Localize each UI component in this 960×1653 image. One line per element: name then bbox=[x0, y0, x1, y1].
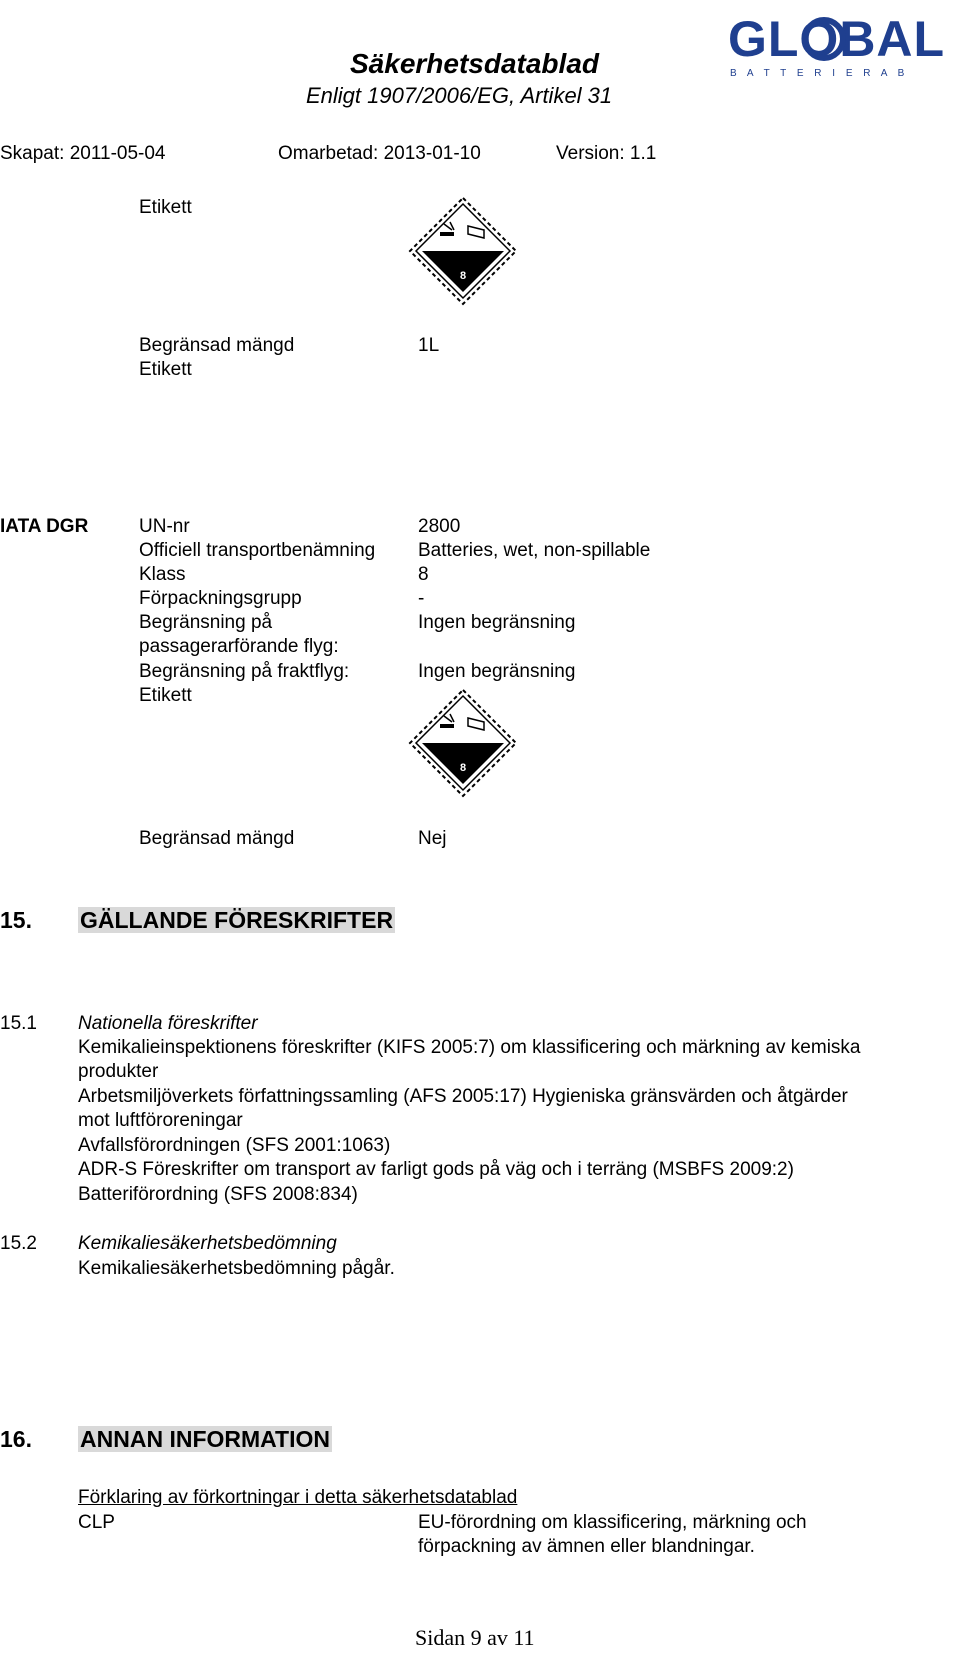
regulation-line: ADR-S Föreskrifter om transport av farligt gods på väg och i terräng (MSBFS 2009:2) bbox=[78, 1159, 794, 1180]
iata-row-label: UN-nr bbox=[139, 516, 190, 537]
subsection-title: Nationella föreskrifter bbox=[78, 1013, 258, 1034]
placard-class-number: 8 bbox=[459, 270, 467, 282]
section-number: 15. bbox=[0, 907, 32, 933]
placard-class-number: 8 bbox=[459, 762, 467, 774]
version-label: Version: 1.1 bbox=[556, 143, 657, 164]
iata-row-value: 2800 bbox=[418, 516, 461, 537]
label-etikett: Etikett bbox=[139, 359, 192, 380]
abbreviation-definition: EU-förordning om klassificering, märkning och bbox=[418, 1512, 807, 1533]
iata-row-value: 8 bbox=[418, 564, 429, 585]
logo-text: GLOBAL bbox=[728, 11, 946, 67]
iata-row-label: Förpackningsgrupp bbox=[139, 588, 302, 609]
document-subtitle: Enligt 1907/2006/EG, Artikel 31 bbox=[306, 83, 613, 108]
limited-quantity-label: Begränsad mängd bbox=[139, 335, 295, 356]
iata-row-value: - bbox=[418, 588, 425, 609]
abbreviation-definition-cont: förpackning av ämnen eller blandningar. bbox=[418, 1536, 755, 1557]
iata-row-label: Begränsning på fraktflyg: bbox=[139, 661, 350, 682]
global-batterier-logo bbox=[728, 6, 954, 78]
abbreviations-heading: Förklaring av förkortningar i detta säkerhetsdatablad bbox=[78, 1487, 518, 1508]
iata-row-value: Batteries, wet, non-spillable bbox=[418, 540, 651, 561]
iata-row-value: Ingen begränsning bbox=[418, 612, 576, 633]
transport-mode-label: IATA DGR bbox=[0, 516, 89, 537]
logo-subtext: B A T T E R I E R A B bbox=[730, 68, 909, 78]
assessment-text: Kemikaliesäkerhetsbedömning pågår. bbox=[78, 1258, 395, 1279]
regulation-line: Batteriförordning (SFS 2008:834) bbox=[78, 1184, 358, 1205]
limited-quantity-value: Nej bbox=[418, 828, 447, 849]
regulation-line: Kemikalieinspektionens föreskrifter (KIFS 2005:7) om klassificering och märkning av kemiska bbox=[78, 1037, 861, 1058]
subsection-title: Kemikaliesäkerhetsbedömning bbox=[78, 1233, 337, 1254]
abbreviation-term: CLP bbox=[78, 1512, 115, 1533]
regulation-line: produkter bbox=[78, 1061, 159, 1082]
regulation-line: Avfallsförordningen (SFS 2001:1063) bbox=[78, 1135, 391, 1156]
limited-quantity-label: Begränsad mängd bbox=[139, 828, 295, 849]
iata-row-label: Officiell transportbenämning bbox=[139, 540, 376, 561]
section-title: ANNAN INFORMATION bbox=[80, 1426, 330, 1452]
corrosive-hazard-placard-icon bbox=[408, 196, 518, 306]
label-etikett: Etikett bbox=[139, 197, 192, 218]
limited-quantity-value: 1L bbox=[418, 335, 440, 356]
subsection-number: 15.2 bbox=[0, 1233, 37, 1254]
subsection-number: 15.1 bbox=[0, 1013, 37, 1034]
created-date: Skapat: 2011-05-04 bbox=[0, 143, 166, 164]
iata-row-label: Begränsning på bbox=[139, 612, 273, 633]
section-title: GÄLLANDE FÖRESKRIFTER bbox=[80, 907, 394, 933]
section-number: 16. bbox=[0, 1426, 32, 1452]
revised-date: Omarbetad: 2013-01-10 bbox=[278, 143, 481, 164]
corrosive-hazard-placard-icon bbox=[408, 688, 518, 798]
page-number: Sidan 9 av 11 bbox=[415, 1625, 535, 1650]
iata-row-label: Klass bbox=[139, 564, 186, 585]
regulation-line: mot luftföroreningar bbox=[78, 1110, 243, 1131]
iata-row-value: Ingen begränsning bbox=[418, 661, 576, 682]
document-title: Säkerhetsdatablad bbox=[350, 48, 599, 79]
iata-row-label-cont: passagerarförande flyg: bbox=[139, 636, 339, 657]
label-etikett: Etikett bbox=[139, 685, 192, 706]
regulation-line: Arbetsmiljöverkets författningssamling (AFS 2005:17) Hygieniska gränsvärden och åtgärder bbox=[78, 1086, 848, 1107]
